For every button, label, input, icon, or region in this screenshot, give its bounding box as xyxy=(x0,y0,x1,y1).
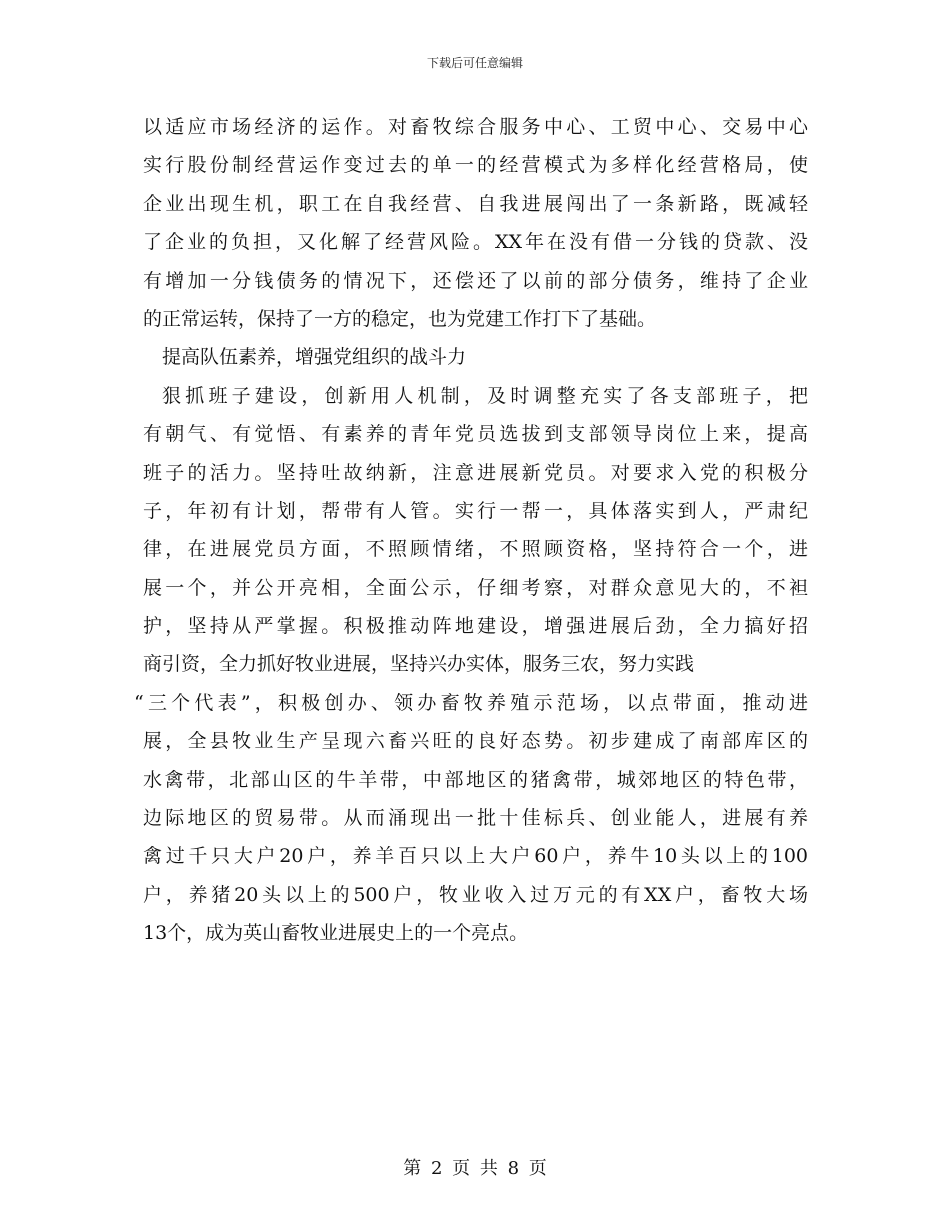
paragraph-line: 户，养猪20头以上的500户，牧业收入过万元的有XX户，畜牧大场 xyxy=(143,883,808,906)
paragraph-line: 律，在进展党员方面，不照顾情绪，不照顾资格，坚持符合一个，进 xyxy=(143,538,808,561)
paragraph-line: 边际地区的贸易带。从而涌现出一批十佳标兵、创业能人，进展有养 xyxy=(143,807,808,830)
paragraph-line: 子，年初有计划，帮带有人管。实行一帮一，具体落实到人，严肃纪 xyxy=(143,499,808,522)
paragraph-line: 展，全县牧业生产呈现六畜兴旺的良好态势。初步建成了南部库区的 xyxy=(143,730,808,753)
paragraph-line: 禽过千只大户20户，养羊百只以上大户60户，养牛10头以上的100 xyxy=(143,845,808,868)
paragraph-line: 企业出现生机，职工在自我经营、自我进展闯出了一条新路，既减轻 xyxy=(143,192,808,215)
page-footer: 第 2 页 共 8 页 xyxy=(403,1158,547,1179)
paragraph-line: 13个，成为英山畜牧业进展史上的一个亮点。 xyxy=(143,922,529,945)
paragraph-line: 狠抓班子建设，创新用人机制，及时调整充实了各支部班子，把 xyxy=(162,384,808,407)
paragraph-line: 了企业的负担，又化解了经营风险。XX年在没有借一分钱的贷款、没 xyxy=(143,231,808,254)
body-text xyxy=(134,108,808,953)
paragraph-line: 水禽带，北部山区的牛羊带，中部地区的猪禽带，城郊地区的特色带， xyxy=(143,768,808,791)
paragraph-line: 展一个，并公开亮相，全面公示，仔细考察，对群众意见大的，不袒 xyxy=(143,576,808,599)
paragraph-line: “三个代表”，积极创办、领办畜牧养殖示范场，以点带面，推动进 xyxy=(134,691,808,714)
paragraph-line: 实行股份制经营运作变过去的单一的经营模式为多样化经营格局，使 xyxy=(143,154,808,177)
paragraph-line: 以适应市场经济的运作。对畜牧综合服务中心、工贸中心、交易中心 xyxy=(143,116,808,138)
section-heading: 提高队伍素养，增强党组织的战斗力 xyxy=(162,346,467,369)
paragraph-line: 的正常运转，保持了一方的稳定，也为党建工作打下了基础。 xyxy=(143,307,657,330)
paragraph-line: 有增加一分钱债务的情况下，还偿还了以前的部分债务，维持了企业 xyxy=(143,269,808,292)
paragraph-line: 护，坚持从严掌握。积极推动阵地建设，增强进展后劲，全力搞好招 xyxy=(143,615,808,638)
paragraph-line: 班子的活力。坚持吐故纳新，注意进展新党员。对要求入党的积极分 xyxy=(143,461,808,484)
paragraph-line: 有朝气、有觉悟、有素养的青年党员选拔到支部领导岗位上来，提高 xyxy=(143,423,808,446)
page-header: 下载后可任意编辑 xyxy=(426,56,523,70)
paragraph-line: 商引资，全力抓好牧业进展，坚持兴办实体，服务三农，努力实践 xyxy=(143,653,695,676)
